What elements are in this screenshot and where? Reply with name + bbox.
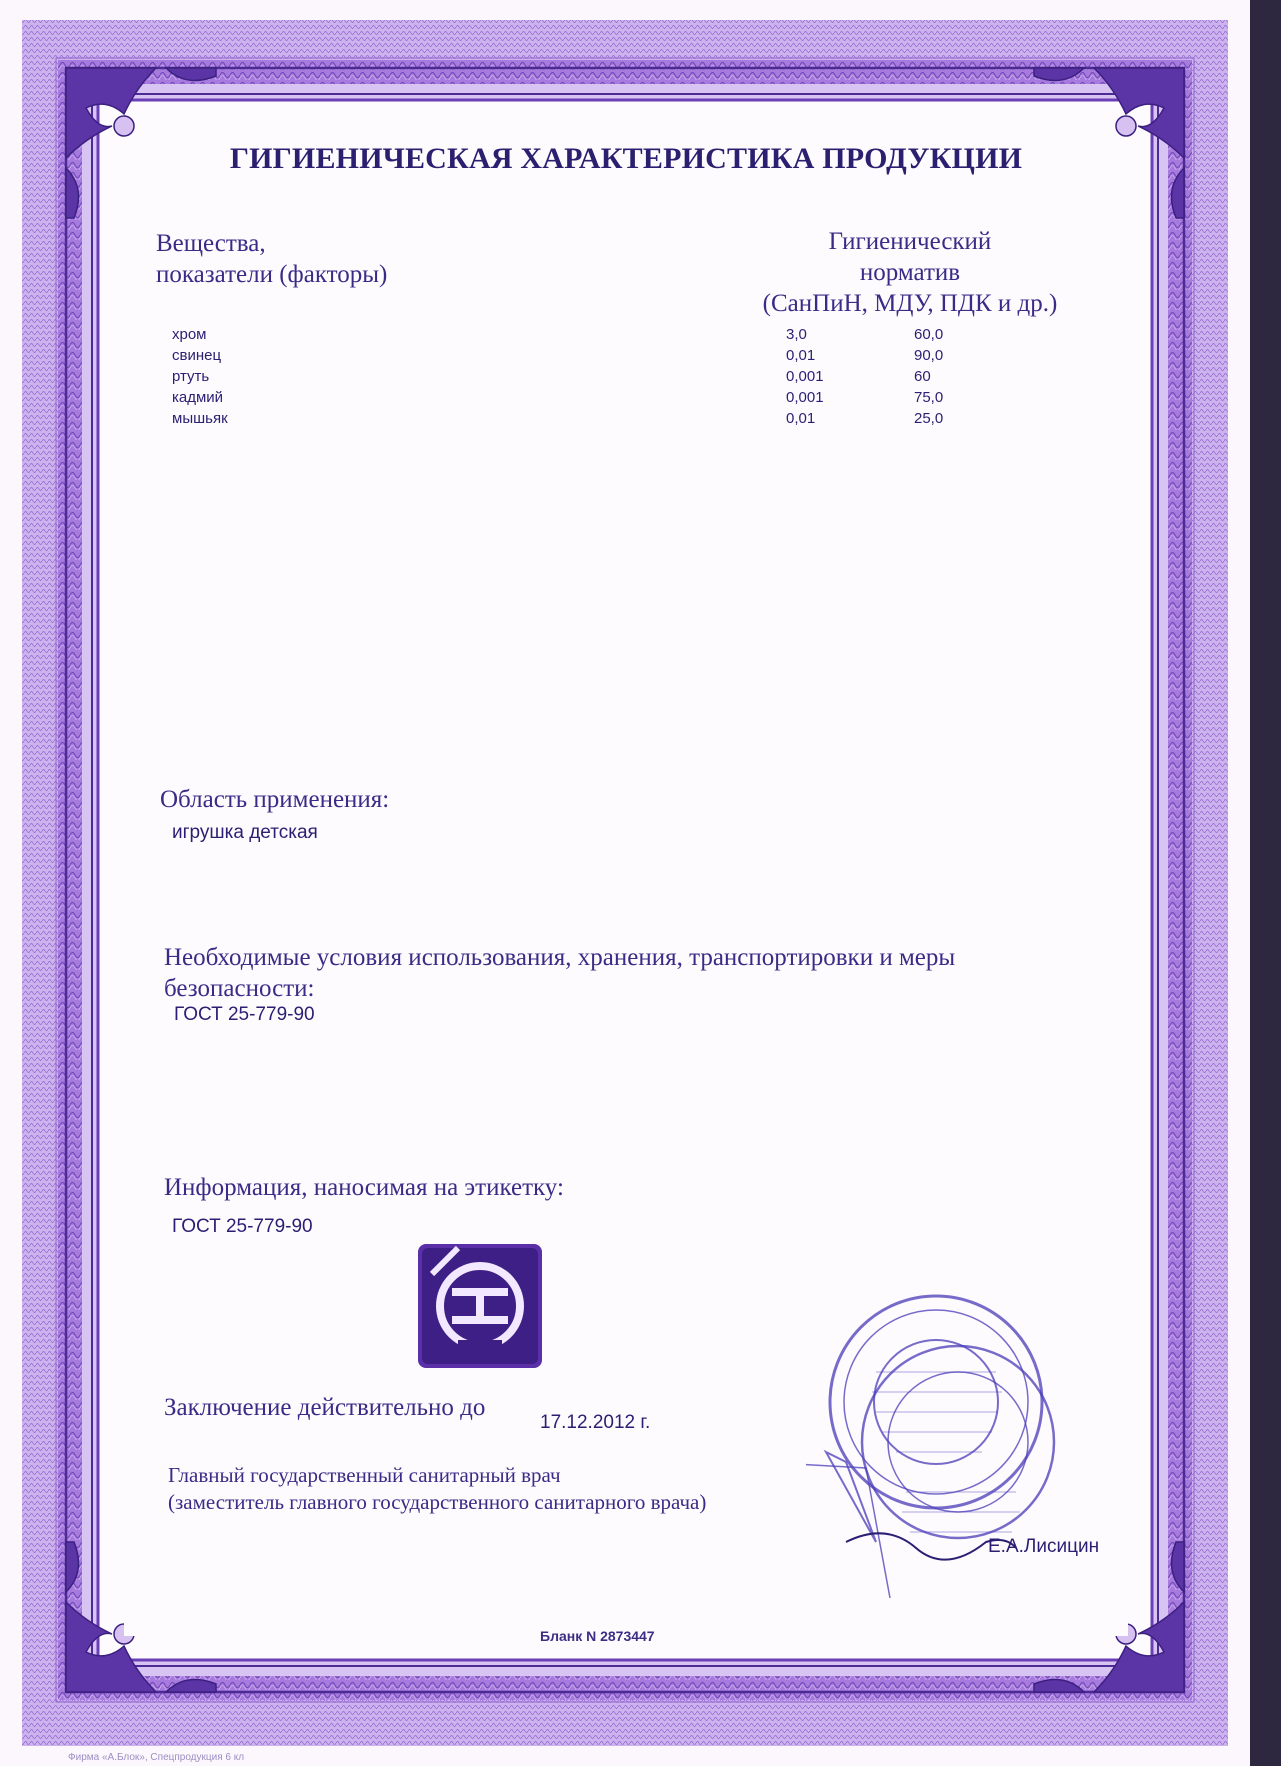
substance-row [0,368,1250,390]
application-value: игрушка детская [172,822,318,843]
substance-norm: 0,001 [786,368,824,385]
signatory-label-line-1: Главный государственный санитарный врач [168,1463,561,1487]
official-seal-stamp [806,1292,1078,1642]
substance-norm: 0,01 [786,410,816,427]
substance-name: хром [172,326,207,343]
conformity-mark-icon [418,1244,542,1368]
substance-norm: 0,01 [786,347,816,364]
substances-header-line-2: показатели (факторы) [156,261,388,288]
document-title: ГИГИЕНИЧЕСКАЯ ХАРАКТЕРИСТИКА ПРОДУКЦИИ [229,142,1023,175]
norm-header-line-1: Гигиенический [828,228,992,255]
conditions-value: ГОСТ 25-779-90 [174,1004,315,1025]
label-info-value: ГОСТ 25-779-90 [172,1216,313,1237]
substance-norm: 0,001 [786,389,824,406]
substance-name: кадмий [172,389,224,406]
blank-number: Бланк N 2873447 [540,1628,655,1644]
valid-until-value: 17.12.2012 г. [540,1412,651,1433]
conditions-label-line-1: Необходимые условия использования, хранения, транспортировки и меры [164,944,956,971]
norm-header-line-2: норматив [859,259,961,286]
norm-header-line-3: (СанПиН, МДУ, ПДК и др.) [762,290,1058,317]
printer-line: Фирма «А.Блок», Спецпродукция 6 кл [68,1752,245,1763]
substance-value: 75,0 [914,389,944,406]
conditions-label-line-2: безопасности: [164,975,315,1002]
application-label: Область применения: [160,786,390,813]
substances-header [156,228,387,290]
substance-value: 25,0 [914,410,944,427]
substance-name: мышьяк [172,410,228,427]
label-info-label: Информация, наносимая на этикетку: [164,1174,564,1201]
substance-name: ртуть [172,368,210,385]
substance-value: 60,0 [914,326,944,343]
signatory-label-line-2: (заместитель главного государственного санитарного врача) [168,1490,707,1514]
substance-value: 90,0 [914,347,944,364]
substance-row [0,389,1250,411]
substance-row [0,326,1250,348]
substances-header-line-1: Вещества, [156,230,266,257]
valid-until-label: Заключение действительно до [164,1394,486,1421]
norm-header [730,226,1090,319]
substance-row [0,347,1250,369]
conditions-label [164,942,955,1004]
substance-name: свинец [172,347,222,364]
substance-value: 60 [914,368,931,385]
signatory-label [168,1462,706,1516]
substance-norm: 3,0 [786,326,807,343]
signatory-name: Е.А.Лисицин [988,1536,1100,1557]
substance-row [0,410,1250,432]
